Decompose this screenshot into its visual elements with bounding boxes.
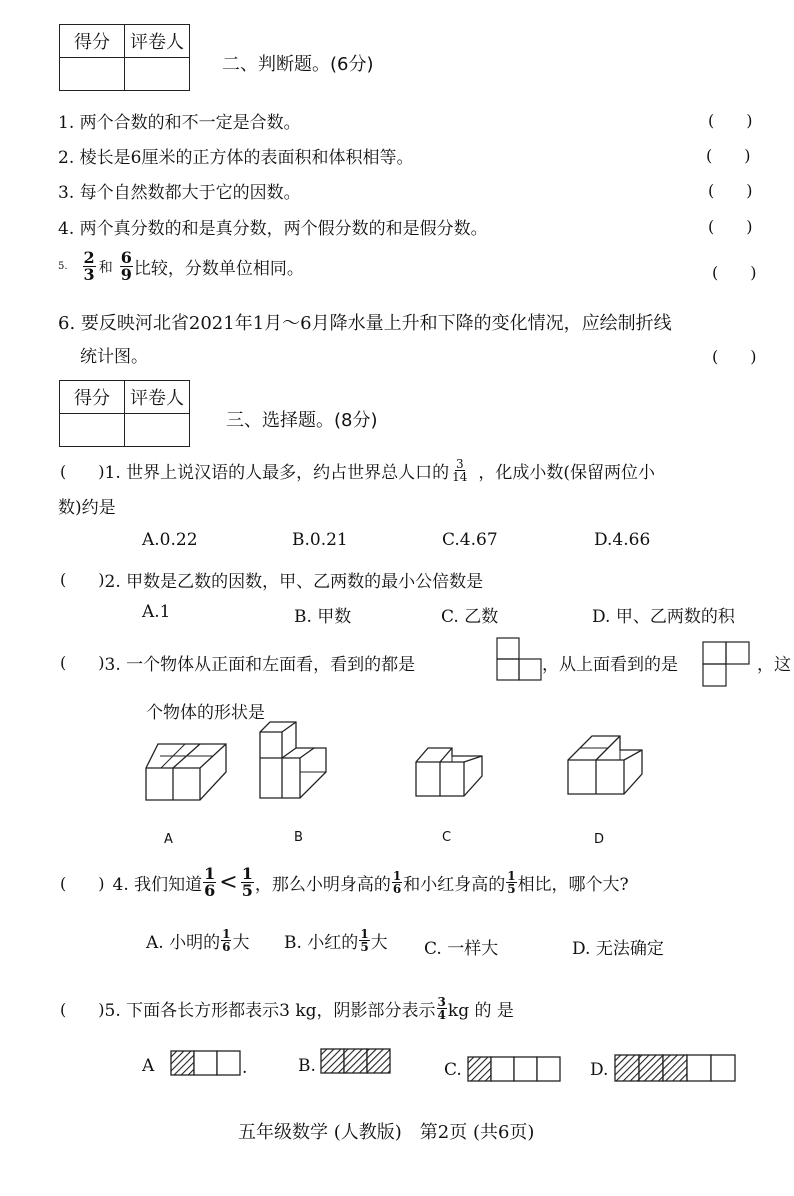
fraction-1-6: $\frac{1}{6}$ [204, 864, 216, 900]
cube-figure-d [564, 732, 646, 804]
judge-q1-answer[interactable]: ( ) [708, 111, 753, 130]
choice-q5-answer[interactable]: ( ) [60, 1000, 105, 1019]
score-label: 得分 [60, 381, 125, 414]
grader-cell[interactable] [125, 58, 190, 91]
q4-option-d[interactable]: D. 无法确定 [572, 939, 664, 959]
q2-option-c[interactable]: C. 乙数 [441, 607, 499, 627]
q1-option-a[interactable]: A.0.22 [142, 530, 198, 550]
cube-figure-b [256, 718, 336, 812]
fraction-1-6-small: $\frac{1}{6}$ [392, 869, 402, 896]
choice-q1-line2: 数)约是 [58, 498, 116, 518]
judge-q6-line1: 6. 要反映河北省2021年1月～6月降水量上升和下降的变化情况，应绘制折线 [58, 313, 672, 334]
q5-rect-c[interactable] [467, 1056, 563, 1084]
choice-q1: ( ) 1. 世界上说汉语的人最多，约占世界总人口的 $\frac{3}{14}$ ，化成小数(保留两位小 [60, 457, 656, 484]
q5-option-a-dot: . [242, 1058, 248, 1078]
choice-q3-line2: 个物体的形状是 [146, 703, 265, 723]
q5-rect-d[interactable] [614, 1054, 738, 1084]
score-label: 得分 [60, 25, 125, 58]
choice-q3-part3: ，这 [757, 655, 791, 675]
choice-q1-answer[interactable]: ( ) [60, 462, 105, 481]
fraction-2-3: $\frac{2}{3}$ [83, 248, 95, 284]
q5-rect-b[interactable] [320, 1048, 392, 1076]
section2-title: 二、判断题。(6分) [222, 54, 374, 75]
page-footer: 五年级数学 (人教版) 第2页 (共6页) [238, 1122, 535, 1143]
judge-q3-answer[interactable]: ( ) [708, 181, 753, 200]
fraction-1-5: $\frac{1}{5}$ [241, 864, 253, 900]
section3-title: 三、选择题。(8分) [226, 410, 378, 431]
choice-q4: ( ) 4. 我们知道 $\frac{1}{6}$ < $\frac{1}{5}$ ，那么小明身高的 $\frac{1}{6}$ 和小红身高的 $\frac{1}{5}$ 相比，哪个大? [60, 864, 629, 900]
fraction-3-4: $\frac{3}{4}$ [437, 995, 446, 1022]
choice-q3-part2: ，从上面看到的是 [542, 655, 678, 675]
q1-option-c[interactable]: C.4.67 [442, 530, 498, 550]
q4-option-a[interactable]: A. 小明的 $\frac{1}{6}$ 大 [146, 927, 250, 954]
q4-option-b[interactable]: B. 小红的 $\frac{1}{5}$ 大 [284, 927, 388, 954]
choice-q4-answer[interactable]: ( ) [60, 874, 105, 893]
score-box-section3 [59, 380, 190, 447]
judge-q5-number: 5. [58, 261, 68, 272]
judge-q2: 2. 棱长是6厘米的正方体的表面积和体积相等。 [58, 148, 414, 168]
judge-q6-line2: 统计图。 [80, 347, 148, 367]
score-cell[interactable] [60, 58, 125, 91]
judge-q4: 4. 两个真分数的和是真分数，两个假分数的和是假分数。 [58, 219, 488, 239]
q5-option-b-label[interactable]: B. [298, 1056, 316, 1076]
cube-label-c[interactable]: C [442, 830, 452, 845]
score-box-section2 [59, 24, 190, 91]
judge-q4-answer[interactable]: ( ) [708, 217, 753, 236]
q4-option-c[interactable]: C. 一样大 [424, 939, 499, 959]
grader-cell[interactable] [125, 414, 190, 447]
score-cell[interactable] [60, 414, 125, 447]
q5-option-a-label[interactable]: A [142, 1056, 155, 1076]
q2-option-a[interactable]: A.1 [142, 602, 171, 622]
judge-q2-answer[interactable]: ( ) [706, 146, 751, 165]
cube-figure-a [140, 740, 230, 808]
judge-q1: 1. 两个合数的和不一定是合数。 [58, 113, 301, 133]
top-view-figure [702, 641, 750, 687]
grader-label: 评卷人 [125, 25, 190, 58]
q5-option-c-label[interactable]: C. [444, 1060, 462, 1080]
cube-label-a[interactable]: A [164, 832, 173, 847]
front-view-figure [496, 637, 542, 681]
q2-option-b[interactable]: B. 甲数 [294, 607, 352, 627]
fraction-1-5-small: $\frac{1}{5}$ [507, 869, 516, 896]
cube-label-b[interactable]: B [294, 830, 303, 845]
judge-q5: 5. $\frac{2}{3}$ 和 $\frac{6}{9}$ 比较，分数单位相同。 [58, 248, 304, 284]
cube-figure-c [412, 744, 490, 804]
judge-q3: 3. 每个自然数都大于它的因数。 [58, 183, 301, 203]
choice-q5: ( ) 5. 下面各长方形都表示3 kg，阴影部分表示 $\frac{3}{4}$ kg 的 是 [60, 995, 514, 1022]
choice-q3-part1: ( ) 3. 一个物体从正面和左面看，看到的都是 [60, 650, 415, 675]
grader-label: 评卷人 [125, 381, 190, 414]
fraction-6-9: $\frac{6}{9}$ [120, 248, 132, 284]
q1-option-d[interactable]: D.4.66 [594, 530, 651, 550]
choice-q2-answer[interactable]: ( ) [60, 570, 105, 589]
cube-label-d[interactable]: D [594, 832, 605, 847]
q1-option-b[interactable]: B.0.21 [292, 530, 348, 550]
q5-option-d-label[interactable]: D. [590, 1060, 609, 1080]
q2-option-d[interactable]: D. 甲、乙两数的积 [592, 607, 735, 627]
choice-q2: ( ) 2. 甲数是乙数的因数，甲、乙两数的最小公倍数是 [60, 567, 483, 592]
q5-rect-a[interactable] [170, 1050, 242, 1078]
judge-q6-answer[interactable]: ( ) [712, 347, 757, 366]
judge-q5-answer[interactable]: ( ) [712, 263, 757, 282]
fraction-3-14: $\frac{3}{14}$ [452, 457, 468, 484]
choice-q3-answer[interactable]: ( ) [60, 653, 105, 672]
